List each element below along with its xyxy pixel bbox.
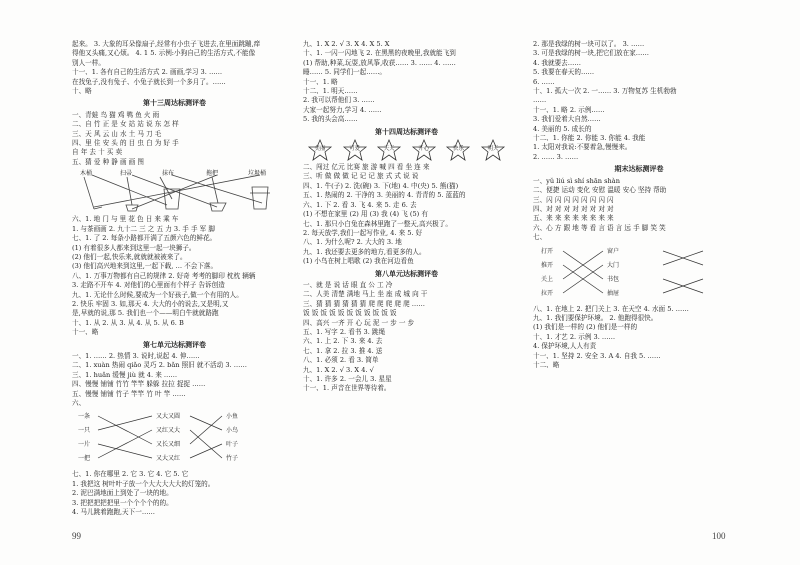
answer-line: 睡…… 5. 同学们一起……。 — [303, 68, 387, 77]
match-far-3: 叶子 — [226, 441, 239, 449]
answer-line: 一、1. …… 2. 热情 3. 说时,说起 4. 伸…… — [72, 351, 200, 360]
answer-line: 十一、略 — [72, 328, 99, 337]
answer-line: 别人一样。 — [72, 58, 105, 67]
answer-line: 十一、1. 声音在世界等待着。 — [303, 384, 391, 393]
star-2 — [342, 139, 368, 161]
answer-line: 4. 美丽的 5. 成长的 — [533, 124, 592, 133]
answer-line: 5. 我的头会高…… — [303, 115, 358, 124]
answer-line: 二、便捷 运动 变化 安慰 温暖 安心 坚持 帮助 — [533, 186, 667, 195]
match-far-1: 小鱼 — [226, 413, 239, 421]
star-label-2: 可爱 — [349, 146, 361, 153]
unit14-title: 第十四周达标测评卷 — [375, 127, 438, 136]
page-number-right: 100 — [712, 531, 726, 541]
answer-line: 二、人美 清楚 满地 马上 坐 座 成 城 向 干 — [303, 290, 428, 299]
answer-line: 五、慢慢 铺铺 竹子 竿竿 竹 叶 竿 …… — [72, 389, 186, 398]
answer-line: 十二、1. 明天…… — [303, 87, 358, 96]
answer-line: 十、1. 孤大一次 2. 一…… 3. 万物复苏 生机勃勃 — [533, 87, 677, 96]
clean-label-1: 木桶 — [80, 170, 93, 178]
star-label-1: 美丽 — [314, 146, 326, 153]
answer-line: 六、 — [72, 399, 86, 407]
answer-line: 八、1. 为什么呢? 2. 大大的 3. 地 — [303, 238, 402, 247]
answer-line: 3. 可是我绿的树一块,把它们放在家…… — [533, 49, 649, 58]
final-match-right-3: 书包 — [607, 275, 620, 283]
answer-line: 九、1. 无论什么时候,要成为一个好孩子,做一个有用的人。 — [72, 290, 243, 299]
answer-line: 2. 泥巴满地面上到处了一块的地。 — [72, 489, 173, 498]
answer-line: 十、略 — [72, 87, 92, 96]
match-mid-1: 又大又圆 — [156, 413, 181, 421]
answer-line: 七、1. 那只小白兔在森林里跑了一整天,高兴极了。 — [303, 219, 452, 228]
page-number-left: 99 — [72, 531, 81, 541]
unit7-title: 第七单元达标测评卷 — [143, 340, 206, 349]
answer-line: 5. 我要在春天的…… — [533, 68, 595, 77]
answer-line: 六、心 方 跟 地 等 看 言 语 言 远 手 脚 笑 笑 — [533, 223, 666, 232]
column-left — [72, 40, 277, 535]
cleaning-tools-figure — [72, 169, 277, 213]
clean-label-2: 扫帚 — [120, 170, 133, 178]
star-row — [307, 139, 506, 161]
col2-top-section — [303, 40, 510, 125]
answer-line: 一、就 是 说 话 眼 直 公 工 冷 — [303, 280, 393, 289]
final-match-lines — [533, 245, 745, 303]
final-match-left-3: 关上 — [541, 275, 554, 283]
match-far-2: 小鸟 — [226, 427, 239, 435]
answer-line: 三、1. huǎn 缓慢 jiù 就 4. 来 …… — [72, 370, 178, 379]
unit13-title: 第十三周达标测评卷 — [143, 99, 206, 108]
answer-line: 在找兔子,没有兔子、小兔子就长到一个多月了。…… — [72, 77, 226, 86]
answer-line: …… — [533, 96, 547, 105]
answer-line: (1) 帮助,种菜,玩耍,放风筝,收获…… 3. …… 4. …… — [303, 58, 456, 67]
clean-label-3: 抹布 — [162, 170, 175, 178]
answer-line: 十、1. 从 2. 从 3. 从 4. 从 5. 从 6. B — [72, 318, 184, 327]
answer-line: 三、闪 闪 闪 闪 闪 闪 闪 闪 — [533, 195, 614, 204]
final-match-right-4: 抽屉 — [607, 289, 620, 297]
star-1 — [307, 139, 333, 161]
answer-line: 八、1. 在地上 2. 把门关上 3. 在天空 4. 水面 5. …… — [533, 304, 689, 313]
star-label-3: 天天 — [383, 146, 395, 153]
answer-line: 1. 与茶画画 2. 九十二 三 之 五 力 3. 手 手 军 脚 — [72, 224, 215, 233]
answer-line: 九、1. X 2. √ 3. X 4. √ — [303, 365, 374, 374]
answer-line: 4. 马儿跳着跑跑,天下一…… — [72, 508, 156, 517]
answer-line: 四、慢慢 铺铺 竹竹 竿竿 躲躲 拉拉 捉捉 …… — [72, 380, 206, 389]
answer-line: 十一、1. 略 — [303, 77, 338, 86]
match-mid-3: 又长又细 — [156, 441, 181, 449]
clean-label-4: 拖把 — [206, 170, 219, 178]
star-4 — [411, 139, 437, 161]
answer-line: 大家一起努力,学习 4. …… — [303, 105, 382, 114]
answer-line: (1) 不想在家里 (2) 用 (3) 我 (4) 飞 (5) 有 — [303, 210, 428, 219]
answer-line: 四、1. 牛(子) 2. 洗(碗) 3. 下(地) 4. 中(央) 5. 熊(猫) — [303, 181, 459, 190]
answer-line: 九、1. X 2. √ 3. X 4. X 5. X — [303, 40, 390, 48]
answer-line: 七、1. 拿 2. 拉 3. 推 4. 送 — [303, 346, 383, 355]
answer-line: 五、1. 热闹的 2. 干净的 3. 美丽的 4. 青青的 5. 蓝蓝的 — [303, 191, 466, 200]
answer-line: 是,早就的说,那 5. 我们也一个——明白牛就就路跑 — [72, 309, 219, 318]
unit8-title: 第八单元达标测评卷 — [375, 269, 438, 278]
answer-line: 1. 我把这 树叶叶子放一个大大大大大的灯笼的。 — [72, 479, 215, 488]
match-mid-2: 又红又大 — [156, 427, 181, 435]
answer-line: (1) 我们是一样的 (2) 他们是一样的 — [533, 323, 638, 332]
column-right — [533, 40, 745, 535]
answer-line: (1) 有着很多人都来到这里一起一块狮子。 — [72, 243, 196, 252]
answer-line: 八、1. 必须 2. 看 3. 简单 — [303, 356, 379, 365]
answer-line: (3) 他们高兴地来到这里,一起下载, … 不会下落。 — [72, 262, 218, 271]
match-left-3: 一片 — [78, 441, 91, 449]
answer-line: 二、1. xuàn 热闹 qiǎo 灵巧 2. bǎn 照旧 就不活动 3. …… — [72, 361, 247, 370]
answer-line: 2. 快乐 牢固 3. 如,那天 4. 大大的小的说去,又是明,又 — [72, 299, 229, 308]
answer-line: 得他又头痛,又心烦。 4. 1 5. 示例:小狗自己的生活方式,不能像 — [72, 49, 256, 58]
answer-line: 3. 我们爱着大自然…… — [533, 115, 601, 124]
answer-line: 三、天 风 云 山 水 土 马 刀 毛 — [72, 129, 162, 138]
answer-line: 6. …… — [533, 77, 555, 86]
star-label-6: 明天 — [487, 146, 499, 153]
answer-line: 2. 那是我绿的树一块可以了。 3. …… — [533, 40, 645, 48]
answer-line: 七、 — [533, 233, 547, 242]
answer-line: 九、1. 我还要去更多的地方,看更多的人。 — [303, 247, 426, 256]
answer-line: 七、1. 了 2. 每条小路都开满了五颜六色的鲜花。 — [72, 234, 217, 243]
match-left-4: 一把 — [78, 455, 91, 463]
answer-line: 四、里 住 安 头 的 目 虫 白 为 好 手 — [72, 139, 179, 148]
unit13-answers — [72, 111, 277, 167]
answer-line: 1. 太阳对我说:不要着急,慢慢来。 — [533, 143, 632, 152]
answer-line: 起来。 3. 大象的耳朵像扇子,经常有小虫子飞进去,在里面跳蹦,痒 — [72, 40, 261, 48]
match-mid-4: 又大又红 — [156, 455, 181, 463]
answer-line: (1) 小鸟在树上唱歌 (2) 我在河边看鱼 — [303, 257, 414, 266]
unit7-answers — [72, 352, 277, 408]
answer-line: 八、1. 万事万物都有自己的规律 2. 好奇 考考的脚印 枕枕 辆辆 — [72, 271, 256, 280]
answer-line: 2. …… 3. …… — [533, 152, 579, 161]
answer-line: 五、猜 爱 种 静 画 画 图 — [72, 157, 144, 166]
answer-line: (2) 他们一起,快乐来,就就就被被来了。 — [72, 252, 187, 261]
final-answers-cont — [533, 305, 745, 371]
answer-line: 十二、略 — [533, 360, 560, 369]
answer-line: 二、自 竹 正 是 女 站 站 说 东 怎 样 — [72, 120, 179, 129]
answer-line: 自 年 去 十 买 卖 — [72, 148, 123, 157]
answer-line: 三、听 做 做 做 记 记 记 旅 式 式 说 说 — [303, 172, 419, 181]
answer-line: 七、1. 你在哪里 2. 它 3. 它 4. 它 5. 它 — [72, 470, 189, 479]
answer-line: 四、对 对 对 对 对 对 对 对 — [533, 204, 614, 213]
unit8-answers — [303, 281, 510, 394]
match-far-4: 竹子 — [226, 455, 239, 463]
answer-line: 3. 把把把把把里一个个个个的的。 — [72, 498, 173, 507]
answer-line: 六、1. 上 2. 下 3. 来 4. 去 — [303, 337, 383, 346]
star-label-4: 开心 — [418, 146, 430, 153]
unit14-answers — [303, 163, 510, 266]
star-label-5: 快乐 — [452, 146, 464, 153]
answer-line: 十二、1. 你能 2. 你能 3. 你能 4. 我能 — [533, 134, 646, 143]
unit7-answers-cont — [72, 470, 277, 517]
star-3 — [376, 139, 402, 161]
answer-line: 一、青蛙 鸟 猫 鸡 鸭 鱼 火 雨 — [72, 110, 160, 119]
answer-line: 十一、1. 坚持 2. 安全 3. A 4. 自我 5. …… — [533, 351, 661, 360]
match-left-1: 一条 — [78, 413, 91, 421]
answer-line: 十、1. 才艺 2. 示例 3. …… — [533, 332, 616, 341]
col3-top-section — [533, 40, 745, 162]
star-5 — [445, 139, 471, 161]
answer-line: 3. 走路不开车 4. 对他们的心里面有个样子 告诉创造 — [72, 281, 225, 290]
answer-line: 五、1. 写字 2. 看书 3. 跳绳 — [303, 327, 386, 336]
answer-line: 二、闯过 亿元 比赛 旅 游 喊 四 看 坐 连 来 — [303, 163, 430, 172]
answer-line: 三、猜 猜 猜 猜 猜 猜 爬 爬 爬 爬 爬 …… — [303, 299, 425, 308]
answer-line: 六、1. 地 门 与 里 花 色 日 来 乘 车 — [72, 215, 179, 224]
cleaning-tools-drawing — [72, 169, 277, 213]
unit13-answers-cont — [72, 215, 277, 337]
clean-label-5: 垃圾桶 — [248, 170, 267, 178]
final-match-left-2: 推开 — [541, 261, 554, 269]
final-match-left-1: 打开 — [541, 247, 554, 255]
answer-line: 十一、1. 各有自己的生活方式 2. 画画,学习 3. …… — [72, 68, 223, 77]
answer-line: 2. 每天放学,我们一起写作业, 4. 来 5. 好 — [303, 228, 423, 237]
answer-line: 饭 饭 饭 饭 饭 饭 饭 饭 饭 饭 饭 — [303, 309, 397, 318]
answer-line: 九、1. 我们要保护环境。 2. 他跑得很快。 — [533, 313, 658, 322]
final-match-figure — [533, 245, 745, 303]
final-match-right-1: 窗户 — [607, 247, 620, 255]
final-match-right-2: 大门 — [607, 261, 620, 269]
column-middle — [303, 40, 510, 535]
star-6 — [480, 139, 506, 161]
answer-line: 六、1. 下 2. 看 3. 飞 4. 来 5. 走 6. 去 — [303, 200, 417, 209]
answer-line: 十、1. 一闪一闪地飞 2. 在黑黑的夜晚里,我就能飞到 — [303, 49, 456, 58]
answer-line: 2. 我可以帮他们 3. …… — [303, 96, 375, 105]
answer-line: 十、1. 许多 2. 一会儿 3. 星星 — [303, 375, 392, 383]
answer-line: 五、来 来 来 来 来 来 来 来 — [533, 214, 614, 223]
final-title: 期末达标测评卷 — [614, 165, 664, 174]
word-match-figure — [72, 410, 277, 468]
answer-line: 4. 保护环境,人人有责 — [533, 342, 597, 351]
answer-line: 十一、1. 略 2. 示例…… — [533, 105, 605, 114]
answer-line: 四、高兴 一齐 开 心 玩 泥 一 步 一 步 — [303, 318, 415, 327]
final-match-left-4: 拉开 — [541, 289, 554, 297]
col1-top-section — [72, 40, 277, 96]
answer-line: 一、yǔ liú sì shí shān shàn — [533, 176, 620, 185]
match-left-2: 一只 — [78, 427, 91, 435]
answer-line: 4. 我就要去…… — [533, 58, 581, 67]
final-answers — [533, 177, 745, 243]
